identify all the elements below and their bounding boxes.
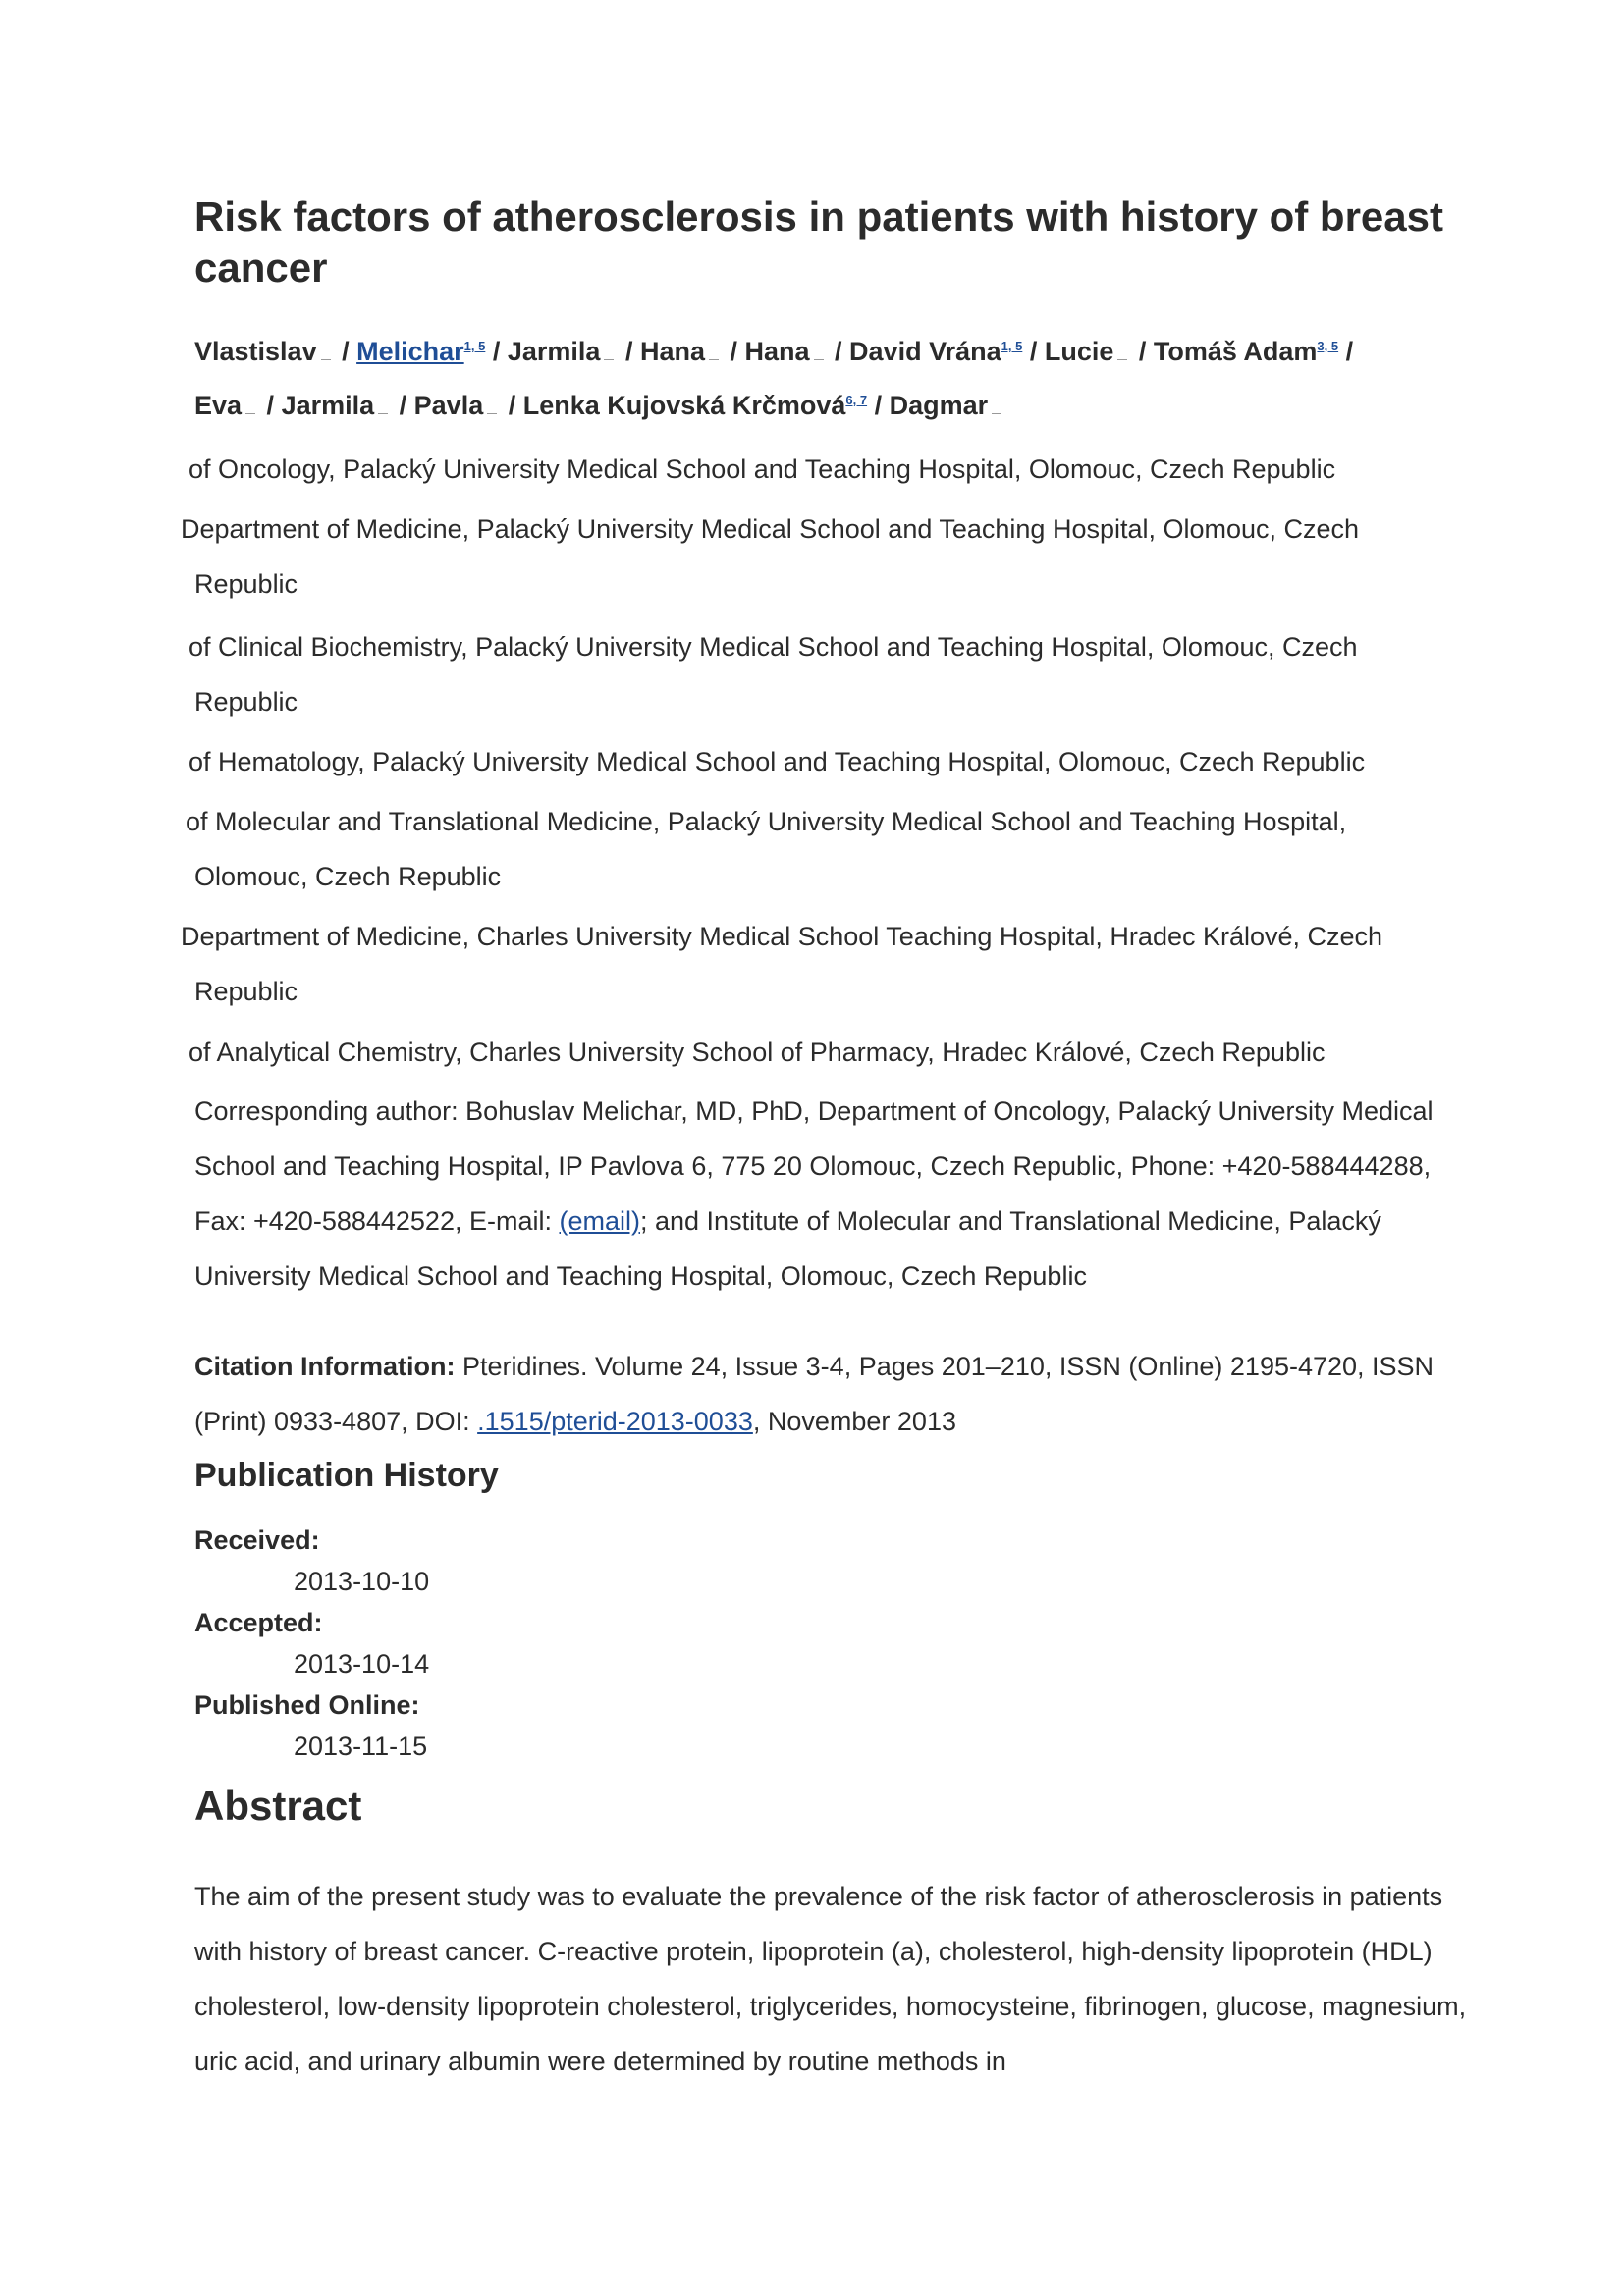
author-name: Vlastislav (194, 337, 317, 366)
affiliation-text: of Clinical Biochemistry, Palacký University Medical School and Teaching Hospital, Olomouc, Czech (189, 632, 1358, 662)
affiliation-text: of Molecular and Translational Medicine, Palacký University Medical School and Teaching Hospital, (186, 807, 1347, 836)
affiliation-text: of Hematology, Palacký University Medical School and Teaching Hospital, Olomouc, Czech Republic (189, 747, 1366, 776)
missing-affiliation-mark (378, 407, 388, 414)
affiliation-3 (189, 619, 1465, 729)
author-separator: / (1131, 337, 1154, 366)
citation-date: , November 2013 (752, 1407, 956, 1436)
author-separator: / (827, 337, 850, 366)
author-separator: / (618, 337, 640, 366)
missing-affiliation-mark (814, 353, 824, 360)
missing-affiliation-mark (709, 353, 719, 360)
affiliation-text: Republic (194, 977, 298, 1006)
affiliation-text: Republic (194, 569, 298, 599)
citation-information (194, 1339, 1471, 1449)
author-name: David Vrána (849, 337, 1001, 366)
affiliation-link[interactable]: 1, 5 (463, 339, 486, 353)
corresponding-text: Corresponding author: Bohuslav Melichar, MD, PhD, Department of Oncology, Palacký University Medical School and Teaching Hospital, IP Pavlova 6, 775 20 Olomouc, Czech Republic, Phone: +420-588444288, Fax: +420-588442522, E-mail: (194, 1096, 1434, 1236)
affiliation-link[interactable]: 6, 7 (845, 393, 868, 407)
missing-affiliation-mark (604, 353, 614, 360)
author-name: Hana (639, 337, 705, 366)
author-name: Pavla (413, 391, 484, 420)
author-separator: / (259, 391, 282, 420)
email-link[interactable]: (email) (559, 1206, 640, 1236)
affiliation-link[interactable]: 3, 5 (1317, 339, 1339, 353)
affiliation-text: Olomouc, Czech Republic (194, 862, 502, 891)
author-link[interactable]: Melichar (356, 337, 464, 366)
missing-affiliation-mark (321, 353, 331, 360)
missing-affiliation-mark (487, 407, 497, 414)
affiliation-text: of Oncology, Palacký University Medical School and Teaching Hospital, Olomouc, Czech Republic (189, 454, 1336, 484)
abstract-heading: Abstract (194, 1783, 362, 1829)
affiliation-text: Republic (194, 687, 298, 717)
published-label: Published Online: (194, 1690, 420, 1720)
accepted-date: 2013-10-14 (294, 1649, 430, 1679)
corresponding-text: ; and Institute of Molecular and Translational Medicine, Palacký University Medical School and Teaching Hospital, Olomouc, Czech Republic (194, 1206, 1381, 1291)
affiliation-4 (189, 734, 1465, 789)
citation-label: Citation Information: (194, 1352, 456, 1381)
received-label: Received: (194, 1525, 320, 1555)
abstract-text: The aim of the present study was to evaluate the prevalence of the risk factor of atherosclerosis in patients with history of breast cancer. C-reactive protein, lipoprotein (a), cholesterol, high-density lipoprotein (HDL) cholesterol, low-density lipoprotein cholesterol, triglycerides, homocysteine, fibrinogen, glucose, magnesium, uric acid, and urinary albumin were determined by routine methods in (194, 1882, 1467, 2076)
author-separator: / (392, 391, 414, 420)
affiliation-link[interactable]: 1, 5 (1001, 339, 1023, 353)
affiliation-2 (181, 502, 1457, 612)
missing-affiliation-mark (992, 407, 1001, 414)
author-name: Dagmar (889, 391, 989, 420)
affiliation-5 (186, 794, 1462, 904)
author-separator: / (867, 391, 890, 420)
affiliation-text: Department of Medicine, Palacký University Medical School and Teaching Hospital, Olomouc, Czech (181, 514, 1360, 544)
accepted-label: Accepted: (194, 1608, 323, 1637)
missing-affiliation-mark (1117, 353, 1127, 360)
author-name: Tomáš Adam (1153, 337, 1318, 366)
author-name: Lucie (1044, 337, 1114, 366)
author-name: Jarmila (281, 391, 375, 420)
affiliation-1 (189, 442, 1465, 497)
affiliation-text: of Analytical Chemistry, Charles University School of Pharmacy, Hradec Králové, Czech Republic (189, 1038, 1326, 1067)
publication-history-list (194, 1520, 429, 1767)
author-separator: / (485, 337, 508, 366)
doi-link[interactable]: .1515/pterid-2013-0033 (477, 1407, 753, 1436)
author-name: Eva (194, 391, 243, 420)
missing-affiliation-mark (245, 407, 255, 414)
author-name: Jarmila (507, 337, 601, 366)
received-date: 2013-10-10 (294, 1567, 430, 1596)
affiliation-text: Department of Medicine, Charles University Medical School Teaching Hospital, Hradec Králové, Czech (181, 922, 1383, 951)
publication-history-heading: Publication History (194, 1457, 499, 1494)
author-name: Hana (744, 337, 810, 366)
citation-text: Pteridines. Volume 24, Issue 3-4, Pages 201–210, ISSN (Online) 2195-4720, ISSN (Print) 0933-4807, DOI: (194, 1352, 1435, 1436)
affiliation-6 (181, 909, 1457, 1019)
published-date: 2013-11-15 (294, 1732, 428, 1761)
author-separator: / (501, 391, 523, 420)
author-separator: / (722, 337, 745, 366)
author-name: Lenka Kujovská Krčmová (522, 391, 846, 420)
article-title: Risk factors of atherosclerosis in patients with history of breast cancer (194, 193, 1443, 291)
author-separator: / (334, 337, 357, 366)
affiliation-7 (189, 1025, 1465, 1080)
author-separator: / (1022, 337, 1045, 366)
author-list (194, 322, 1471, 430)
corresponding-author (194, 1084, 1471, 1304)
author-separator: / (1338, 337, 1354, 366)
